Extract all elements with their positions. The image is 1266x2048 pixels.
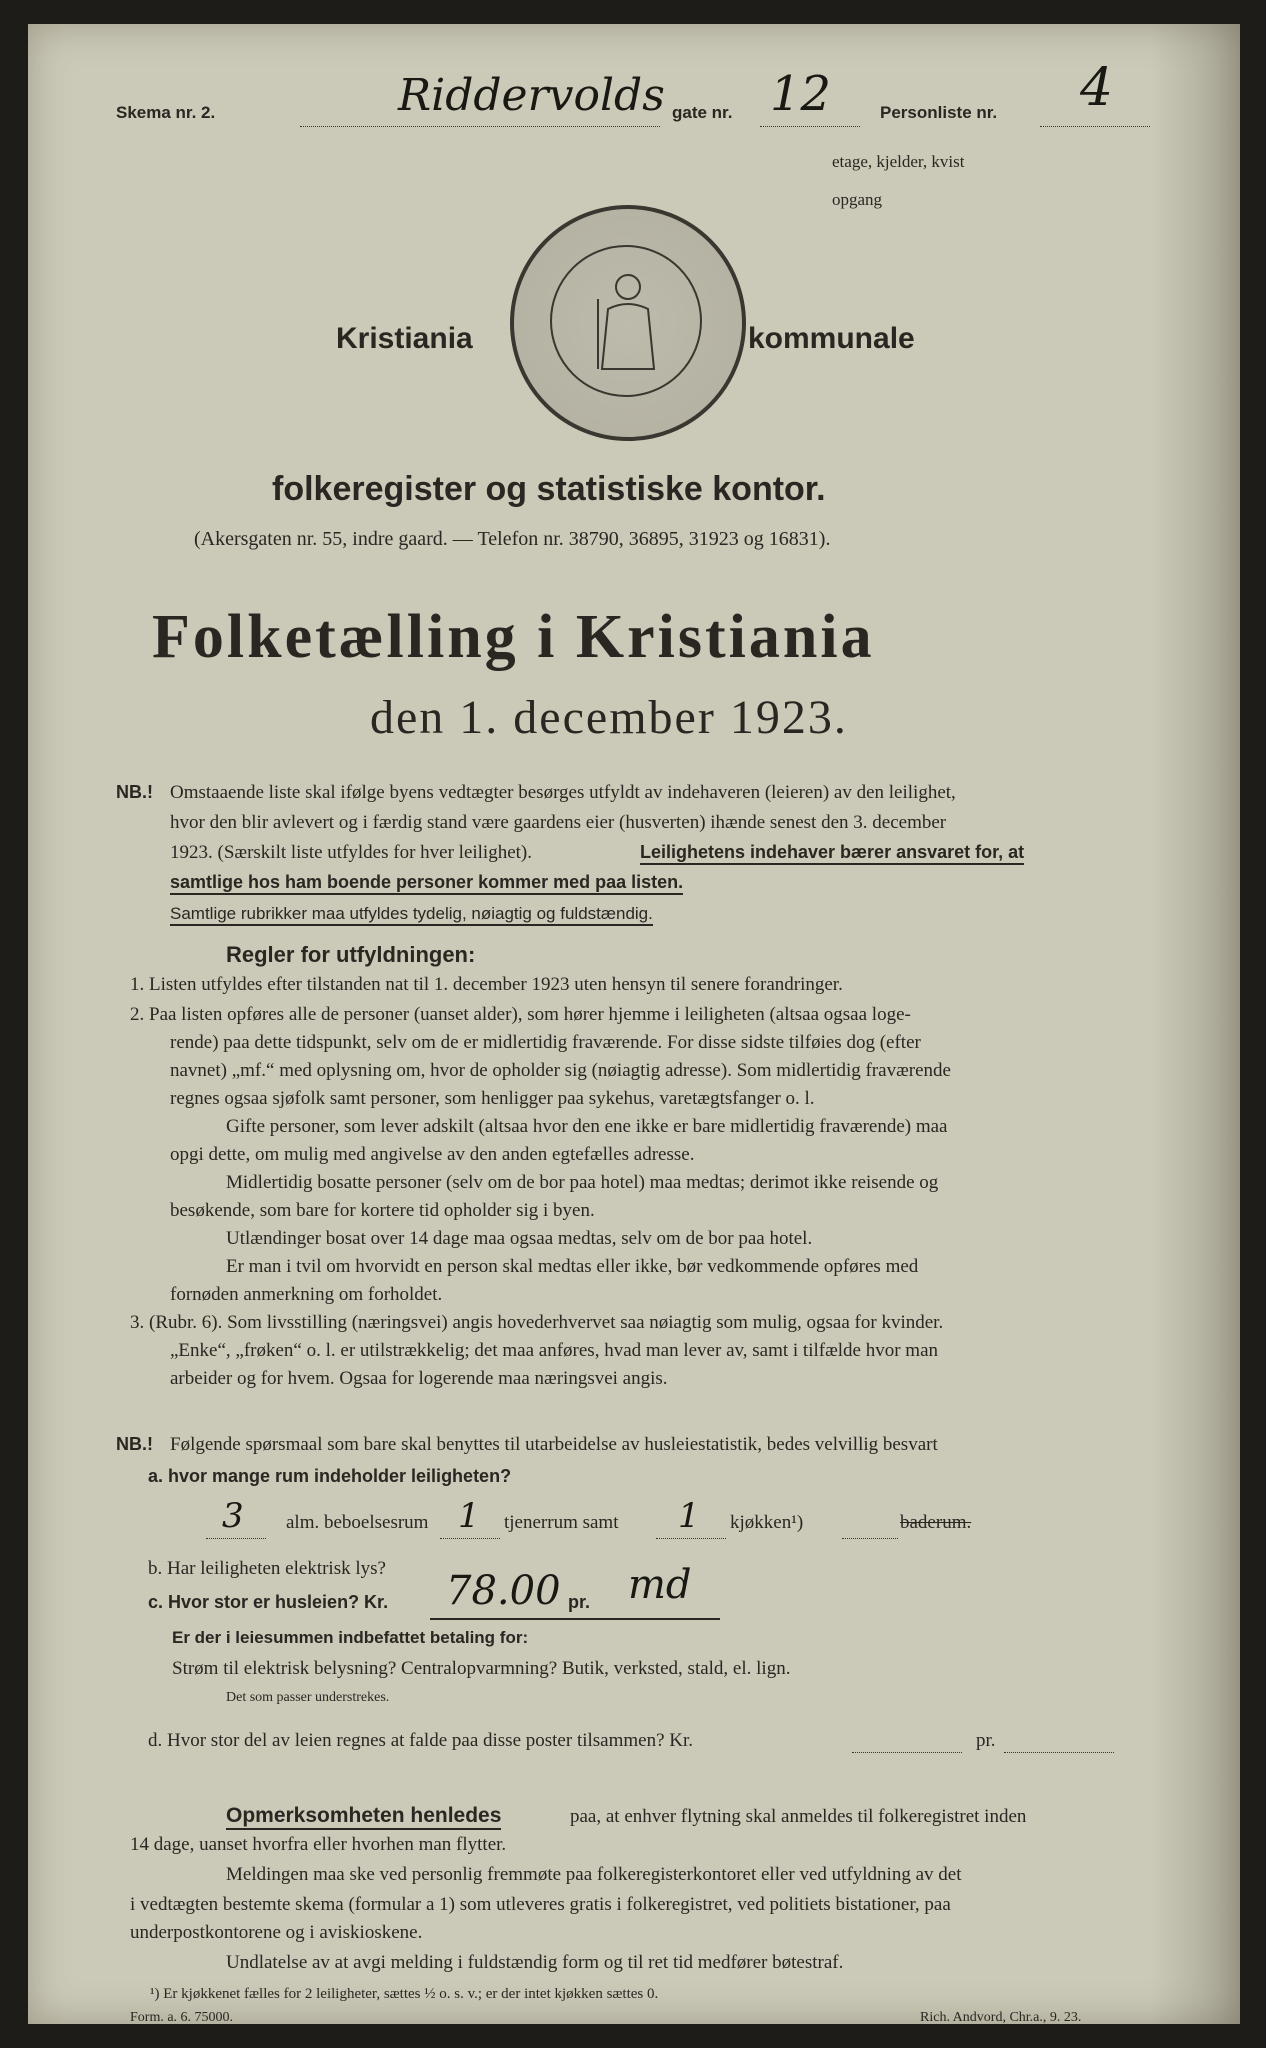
nb1-line-5: Samtlige rubrikker maa utfyldes tydelig, nøiagtig og fuldstændig. [170, 904, 653, 926]
rules-line: Er man i tvil om hvorvidt en person skal medtas eller ikke, bør vedkommende opføres med [226, 1256, 919, 1277]
notice-line: i vedtægten bestemte skema (formular a 1) som utleveres gratis i folkeregistret, ved politiets bistationer, paa [130, 1894, 951, 1915]
personliste-line [1040, 126, 1150, 127]
skema-label: Skema nr. 2. [116, 103, 216, 122]
rent-line [430, 1618, 720, 1620]
rules-line: fornøden anmerkning om forholdet. [170, 1284, 443, 1305]
kitchen-line [656, 1538, 726, 1539]
rules-line: rende) paa dette tidspunkt, selv om de er midlertidig fraværende. For disse sidste tilføies dog (efter [170, 1032, 921, 1053]
nb1-line-3b: Leilighetens indehaver bærer ansvaret for, at [640, 842, 1024, 865]
gate-line [760, 126, 860, 127]
notice-heading: Opmerksomheten henledes [226, 1804, 501, 1830]
rules-line: 1. Listen utfyldes efter tilstanden nat til 1. december 1923 uten hensyn til senere forandringer. [130, 974, 843, 995]
question-c: c. Hvor stor er husleien? Kr. [148, 1592, 389, 1612]
rules-line: navnet) „mf.“ med oplysning om, hvor de opholder sig (nøiagtig adresse). Som midlertidig fraværende [170, 1060, 951, 1081]
office-address: (Akersgaten nr. 55, indre gaard. — Telefon nr. 38790, 36895, 31923 og 16831). [194, 528, 831, 550]
street-handwritten: Riddervolds [398, 70, 665, 121]
rules-line: arbeider og for hvem. Ogsaa for logerende maa næringsvei angis. [170, 1368, 668, 1389]
rules-heading: Regler for utfyldningen: [226, 942, 476, 967]
question-d: d. Hvor stor del av leien regnes at falde paa disse poster tilsammen? Kr. [148, 1730, 694, 1751]
office-right-word: kommunale [748, 322, 915, 355]
office-left-word: Kristiania [336, 322, 473, 355]
rules-line: Utlændinger bosat over 14 dage maa ogsaa medtas, selv om de bor paa hotel. [226, 1228, 813, 1249]
form-number: Form. a. 6. 75000. [130, 2010, 234, 2025]
servant-rooms-line [440, 1538, 500, 1539]
rules-line: opgi dette, om mulig med angivelse av den anden egtefælles adresse. [170, 1144, 695, 1165]
gate-number-handwritten: 12 [770, 66, 832, 122]
seal-figure-icon [588, 269, 668, 379]
nb2-intro: Følgende spørsmaal som bare skal benyttes til utarbeidelse av husleiestatistik, bedes velvillig besvart [170, 1434, 938, 1455]
nb1-line-3a: 1923. (Særskilt liste utfyldes for hver leilighet). [170, 842, 533, 863]
street-line [300, 126, 660, 127]
rent-includes-note: Det som passer understrekes. [226, 1690, 390, 1705]
office-name: folkeregister og statistiske kontor. [272, 470, 826, 508]
question-b: b. Har leiligheten elektrisk lys? [148, 1558, 386, 1579]
share-amount-line [852, 1752, 962, 1753]
question-a: a. hvor mange rum indeholder leiligheten? [148, 1466, 512, 1486]
bathroom-line [842, 1538, 898, 1539]
gate-label: gate nr. [672, 103, 733, 122]
notice-line: Meldingen maa ske ved personlig fremmøte paa folkeregisterkontoret eller ved utfyldning av det [226, 1864, 962, 1885]
rules-line: Gifte personer, som lever adskilt (altsaa hvor den ene ikke er bare midlertidig fraværende) maa [226, 1116, 948, 1137]
sheet-shadow [1150, 24, 1240, 2024]
servant-rooms-handwritten: 1 [458, 1496, 480, 1536]
rent-pr-label: pr. [568, 1592, 591, 1612]
rent-includes-heading: Er der i leiesummen indbefattet betaling for: [172, 1628, 529, 1647]
nb1-label: NB.! [116, 782, 153, 802]
personliste-number-handwritten: 4 [1080, 58, 1114, 118]
kristiania-seal-emblem [510, 205, 746, 441]
rooms-label: alm. beboelsesrum [286, 1512, 429, 1533]
rules-line: Midlertidig bosatte personer (selv om de bor paa hotel) maa medtas; derimot ikke reisende og [226, 1172, 939, 1193]
bathroom-label-struck: baderum. [900, 1512, 972, 1533]
rules-line: 3. (Rubr. 6). Som livsstilling (næringsvei) angis hovederhvervet saa nøiagtig som mulig, ogsaa for kvinder. [130, 1312, 944, 1333]
nb1-line-1: Omstaaende liste skal ifølge byens vedtægter besørges utfyldt av indehaveren (leieren) av den leilighet, [170, 782, 956, 803]
rules-line: regnes ogsaa sjøfolk samt personer, som henligger paa sykehus, varetægtsfanger o. l. [170, 1088, 815, 1109]
rooms-line [206, 1538, 266, 1539]
document-title: Folketælling i Kristiania [152, 603, 875, 671]
etage-label: etage, kjelder, kvist [832, 152, 965, 171]
share-period-line [1004, 1752, 1114, 1753]
notice-line: paa, at enhver flytning skal anmeldes til folkeregistret inden [570, 1806, 1027, 1827]
servant-rooms-label: tjenerrum samt [504, 1512, 619, 1533]
document-date: den 1. december 1923. [370, 691, 848, 744]
rules-line: 2. Paa listen opføres alle de personer (uanset alder), som hører hjemme i leiligheten (altsaa ogsaa loge- [130, 1004, 911, 1025]
opgang-label: opgang [832, 190, 883, 209]
notice-line: underpostkontorene og i aviskioskene. [130, 1922, 423, 1943]
footnote: ¹) Er kjøkkenet fælles for 2 leiligheter, sættes ½ o. s. v.; er der intet kjøkken sættes 0. [150, 1986, 659, 2002]
rules-line: „Enke“, „frøken“ o. l. er utilstrækkelig; det maa anføres, hvad man lever av, samt i tilfælde hvor man [170, 1340, 939, 1361]
notice-line: Undlatelse av at avgi melding i fuldstændig form og til ret tid medfører bøtestraf. [226, 1952, 844, 1973]
rules-line: besøkende, som bare for kortere tid opholder sig i byen. [170, 1200, 595, 1221]
rent-includes-options: Strøm til elektrisk belysning? Centralopvarmning? Butik, verksted, stald, el. lign. [172, 1658, 791, 1679]
kitchen-count-handwritten: 1 [678, 1496, 700, 1536]
personliste-label: Personliste nr. [880, 103, 998, 122]
printer-credit: Rich. Andvord, Chr.a., 9. 23. [920, 2010, 1082, 2025]
share-pr-label: pr. [976, 1730, 996, 1751]
nb1-line-4: samtlige hos ham boende personer kommer med paa listen. [170, 872, 683, 895]
nb1-line-2: hvor den blir avlevert og i færdig stand være gaardens eier (husverten) ihænde senest den 3. december [170, 812, 947, 833]
rent-period-handwritten: md [628, 1562, 692, 1608]
kitchen-label: kjøkken¹) [730, 1512, 804, 1533]
rooms-count-handwritten: 3 [222, 1496, 244, 1536]
notice-line: 14 dage, uanset hvorfra eller hvorhen man flytter. [130, 1834, 507, 1855]
rent-amount-handwritten: 78.00 [446, 1568, 561, 1614]
nb2-label: NB.! [116, 1434, 153, 1454]
